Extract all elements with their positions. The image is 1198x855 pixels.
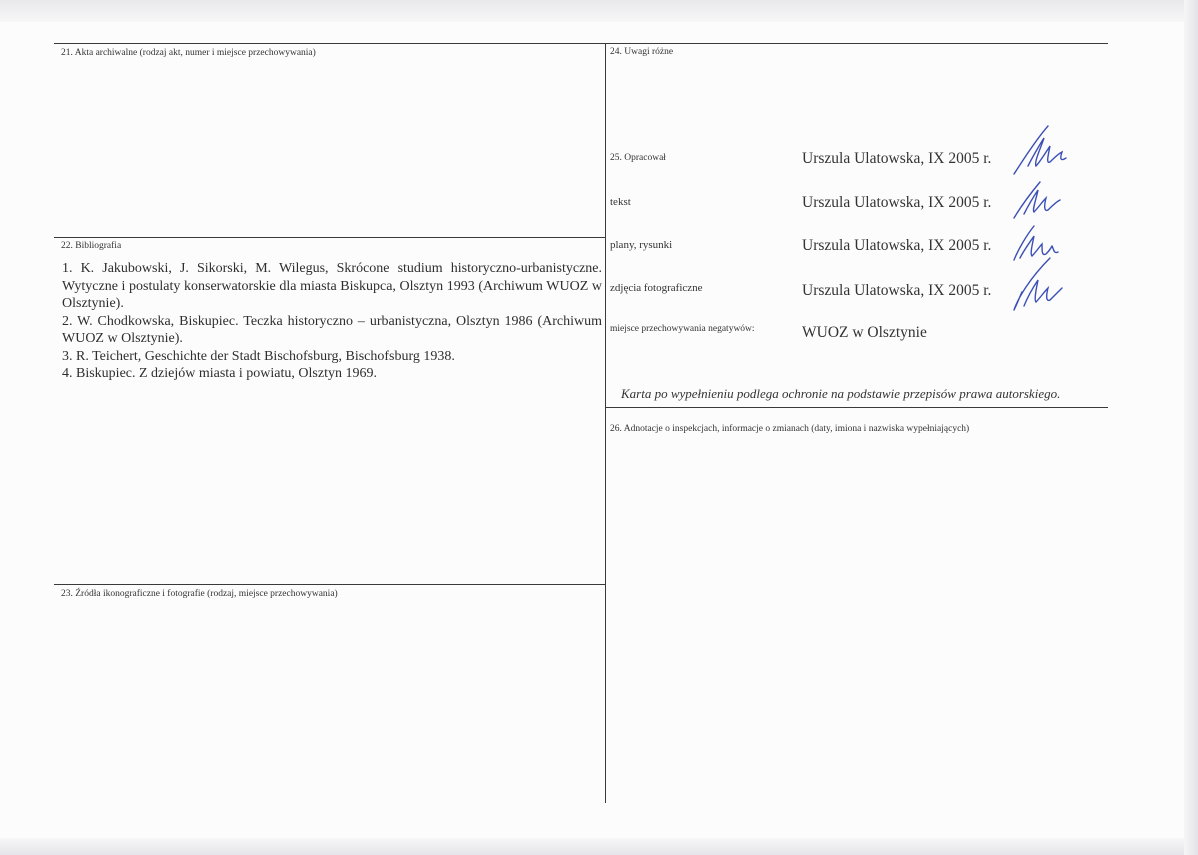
section-21-label: 21. Akta archiwalne (rodzaj akt, numer i miejsce przechowywania) xyxy=(61,48,316,58)
top-rule xyxy=(54,43,1108,44)
signature-4 xyxy=(1010,256,1070,316)
bibliography-item: 1. K. Jakubowski, J. Sikorski, M. Wilegus, Skrócone studium historyczno-urbanistyczne. Wytyczne i postulaty konserwatorskie dla miasta Biskupca, Olsztyn 1993 (Archiwum WUOZ w Olsztynie). xyxy=(62,261,602,311)
section-23-label: 23. Źródła ikonograficzne i fotografie (rodzaj, miejsce przechowywania) xyxy=(61,589,338,599)
section-22-label: 22. Bibliografia xyxy=(61,241,122,251)
photos-author-label: zdjęcia fotograficzne xyxy=(610,282,703,294)
signature-1 xyxy=(1010,122,1074,178)
scan-edge-right xyxy=(1184,0,1198,855)
bibliography-item: 3. R. Teichert, Geschichte der Stadt Bischofsburg, Bischofsburg 1938. xyxy=(62,348,455,364)
bibliography-item: 4. Biskupiec. Z dziejów miasta i powiatu, Olsztyn 1969. xyxy=(62,366,377,381)
prepared-by-value: Urszula Ulatowska, IX 2005 r. xyxy=(802,150,992,167)
copyright-note: Karta po wypełnieniu podlega ochronie na podstawie przepisów prawa autorskiego. xyxy=(621,386,1061,401)
bibliography-item: 2. W. Chodkowska, Biskupiec. Teczka historyczno – urbanistyczna, Olsztyn 1986 (Archiwum WUOZ w Olsztynie). xyxy=(62,313,602,346)
bibliography-list xyxy=(62,260,602,383)
signature-2 xyxy=(1010,178,1066,222)
plans-author-value: Urszula Ulatowska, IX 2005 r. xyxy=(802,237,992,254)
rule-section-23 xyxy=(54,584,605,585)
photos-author-value: Urszula Ulatowska, IX 2005 r. xyxy=(802,282,992,299)
section-26-label: 26. Adnotacje o inspekcjach, informacje o zmianach (daty, imiona i nazwiska wypełniających) xyxy=(610,424,970,434)
negatives-location-label: miejsce przechowywania negatywów: xyxy=(610,324,755,334)
scan-edge-top xyxy=(0,0,1198,22)
text-author-label: tekst xyxy=(610,196,631,208)
center-divider xyxy=(605,43,606,803)
scan-edge-bottom xyxy=(0,838,1198,855)
text-author-value: Urszula Ulatowska, IX 2005 r. xyxy=(802,194,992,211)
section-25-label: 25. Opracował xyxy=(610,153,666,163)
rule-section-22 xyxy=(54,237,605,238)
section-24-label: 24. Uwagi różne xyxy=(610,47,674,57)
negatives-location-value: WUOZ w Olsztynie xyxy=(802,324,927,341)
rule-section-26 xyxy=(606,407,1108,408)
plans-author-label: plany, rysunki xyxy=(610,239,673,251)
